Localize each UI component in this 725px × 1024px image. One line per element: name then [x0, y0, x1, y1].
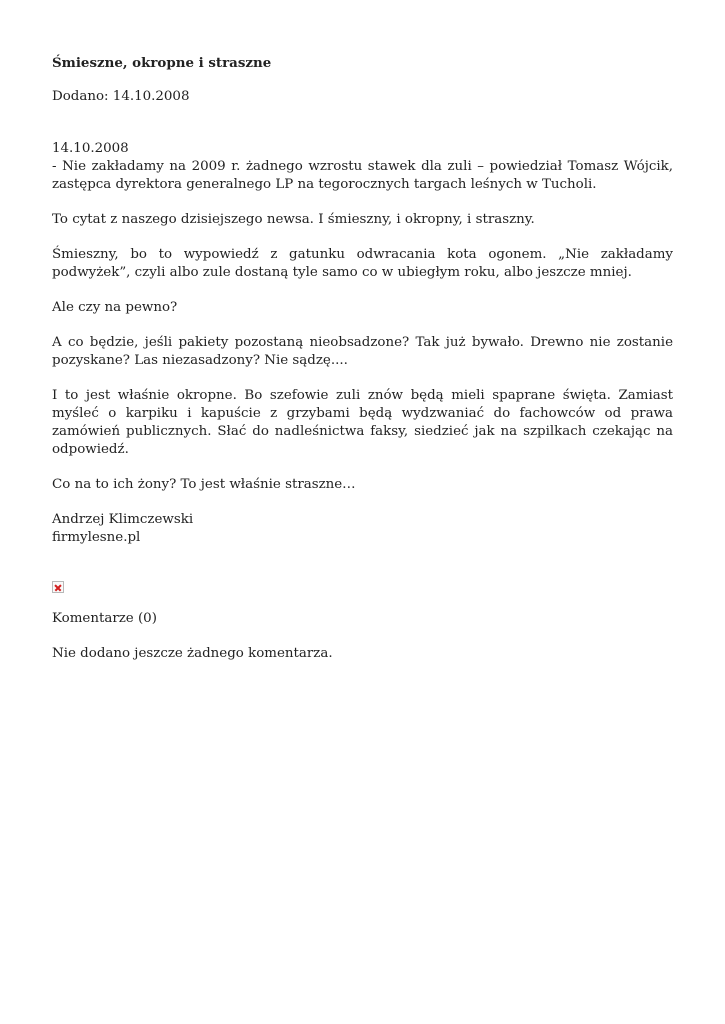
article-paragraph: - Nie zakładamy na 2009 r. żadnego wzrostu stawek dla zuli – powiedział Tomasz Wójcik, zastępca dyrektora generalnego LP na tegorocznych targach leśnych w Tucholi.: [52, 159, 673, 192]
article-site: firmylesne.pl: [52, 530, 141, 545]
broken-image-icon: [52, 581, 64, 593]
article-author: Andrzej Klimczewski: [52, 512, 194, 527]
article-paragraph: Ale czy na pewno?: [52, 300, 178, 315]
article-paragraph: I to jest właśnie okropne. Bo szefowie zuli znów będą mieli spaprane święta. Zamiast myśleć o karpiku i kapuście z grzybami będą wydzwaniać do fachowców od prawa zamówień publicznych. Słać do nadleśnictwa faksy, siedzieć jak na szpilkach czekając na odpowiedź.: [52, 388, 673, 457]
article-signature: [52, 511, 673, 547]
article-paragraph: A co będzie, jeśli pakiety pozostaną nieobsadzone? Tak już bywało. Drewno nie zostanie pozyskane? Las niezasadzony? Nie sądzę....: [52, 335, 673, 368]
article-lead-paragraph: [52, 140, 673, 194]
article-paragraph: Śmieszny, bo to wypowiedź z gatunku odwracania kota ogonem. „Nie zakładamy podwyżek”, czyli albo zule dostaną tyle samo co w ubiegłym roku, albo jeszcze mniej.: [52, 247, 673, 280]
article-added-date: Dodano: 14.10.2008: [52, 89, 190, 104]
comments-heading: Komentarze (0): [52, 611, 157, 626]
article-paragraph: Co na to ich żony? To jest właśnie straszne…: [52, 477, 356, 492]
article-page: [52, 54, 673, 680]
article-title: Śmieszne, okropne i straszne: [52, 55, 272, 71]
comments-empty-message: Nie dodano jeszcze żadnego komentarza.: [52, 646, 333, 661]
article-paragraph: To cytat z naszego dzisiejszego newsa. I śmieszny, i okropny, i straszny.: [52, 212, 535, 227]
article-post-date: 14.10.2008: [52, 141, 129, 156]
